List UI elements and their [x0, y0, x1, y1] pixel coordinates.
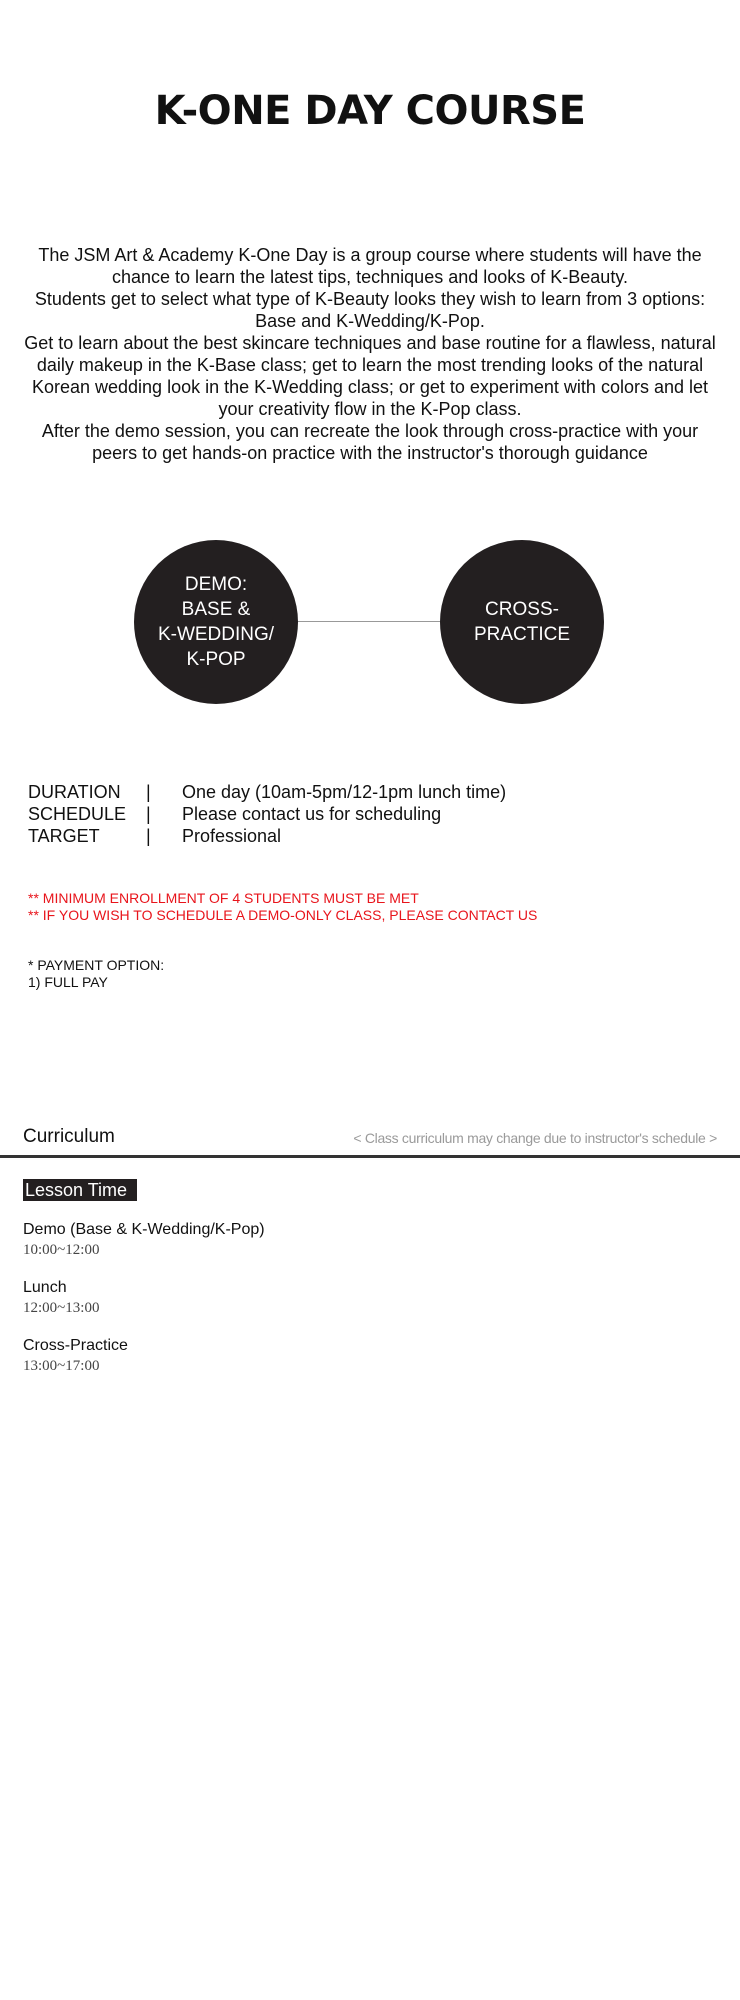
intro-paragraph: Students get to select what type of K-Beauty looks they wish to learn from 3 options: Base and K-Wedding/K-Pop. [34, 289, 706, 331]
course-flow-diagram [0, 540, 740, 704]
enrollment-note: ** MINIMUM ENROLLMENT OF 4 STUDENTS MUST BE MET [28, 890, 419, 906]
payment-option: 1) FULL PAY [28, 974, 108, 990]
curriculum-title: Curriculum [23, 1126, 115, 1147]
info-row-target [28, 825, 506, 847]
lesson-time: 13:00~17:00 [23, 1358, 100, 1374]
info-label: TARGET [28, 826, 100, 846]
info-value: Please contact us for scheduling [182, 804, 442, 824]
info-separator: | [146, 804, 151, 824]
lesson-time: 10:00~12:00 [23, 1242, 100, 1258]
info-label: SCHEDULE [28, 804, 127, 824]
payment-options [28, 957, 164, 991]
info-label: DURATION [28, 782, 121, 802]
info-row-schedule [28, 803, 506, 825]
intro-paragraph: The JSM Art & Academy K-One Day is a group course where students will have the chance to learn the latest tips, techniques and looks of K-Beauty. [38, 245, 702, 287]
page-title: K-ONE DAY COURSE [154, 88, 586, 134]
intro-paragraph: After the demo session, you can recreate the look through cross-practice with your peers to get hands-on practice with the instructor's thorough guidance [41, 421, 699, 463]
flow-connector-line [296, 621, 442, 622]
demo-step-circle [134, 540, 298, 704]
enrollment-note: ** IF YOU WISH TO SCHEDULE A DEMO-ONLY CLASS, PLEASE CONTACT US [28, 907, 538, 923]
cross-practice-step-label: CROSS- PRACTICE [473, 599, 571, 645]
demo-step-label: DEMO: BASE & K-WEDDING/ K-POP [157, 574, 275, 670]
info-value: Professional [182, 826, 282, 846]
curriculum-divider [0, 1155, 740, 1158]
lesson-name: Lunch [23, 1279, 67, 1296]
lesson-list [23, 1220, 265, 1394]
course-info-table [28, 781, 506, 847]
lesson-name: Cross-Practice [23, 1337, 128, 1354]
info-value: One day (10am-5pm/12-1pm lunch time) [182, 782, 507, 802]
intro-text [20, 244, 720, 464]
cross-practice-step-circle [440, 540, 604, 704]
payment-heading: * PAYMENT OPTION: [28, 957, 165, 973]
list-item [23, 1220, 265, 1278]
lesson-name: Demo (Base & K-Wedding/K-Pop) [23, 1221, 265, 1238]
list-item [23, 1278, 265, 1336]
info-separator: | [146, 826, 151, 846]
curriculum-header [0, 1124, 740, 1156]
list-item [23, 1336, 265, 1394]
lesson-time-tag: Lesson Time [23, 1179, 137, 1201]
lesson-time: 12:00~13:00 [23, 1300, 100, 1316]
info-separator: | [146, 782, 151, 802]
intro-paragraph: Get to learn about the best skincare techniques and base routine for a flawless, natural daily makeup in the K-Base class; get to learn the most trending looks of the natural Korean wedding look in the K-Wedding class; or get to experiment with colors and let your creativity flow in the K-Pop class. [24, 333, 716, 419]
curriculum-note: < Class curriculum may change due to instructor's schedule > [353, 1130, 717, 1146]
enrollment-notes [28, 890, 537, 924]
info-row-duration [28, 781, 506, 803]
